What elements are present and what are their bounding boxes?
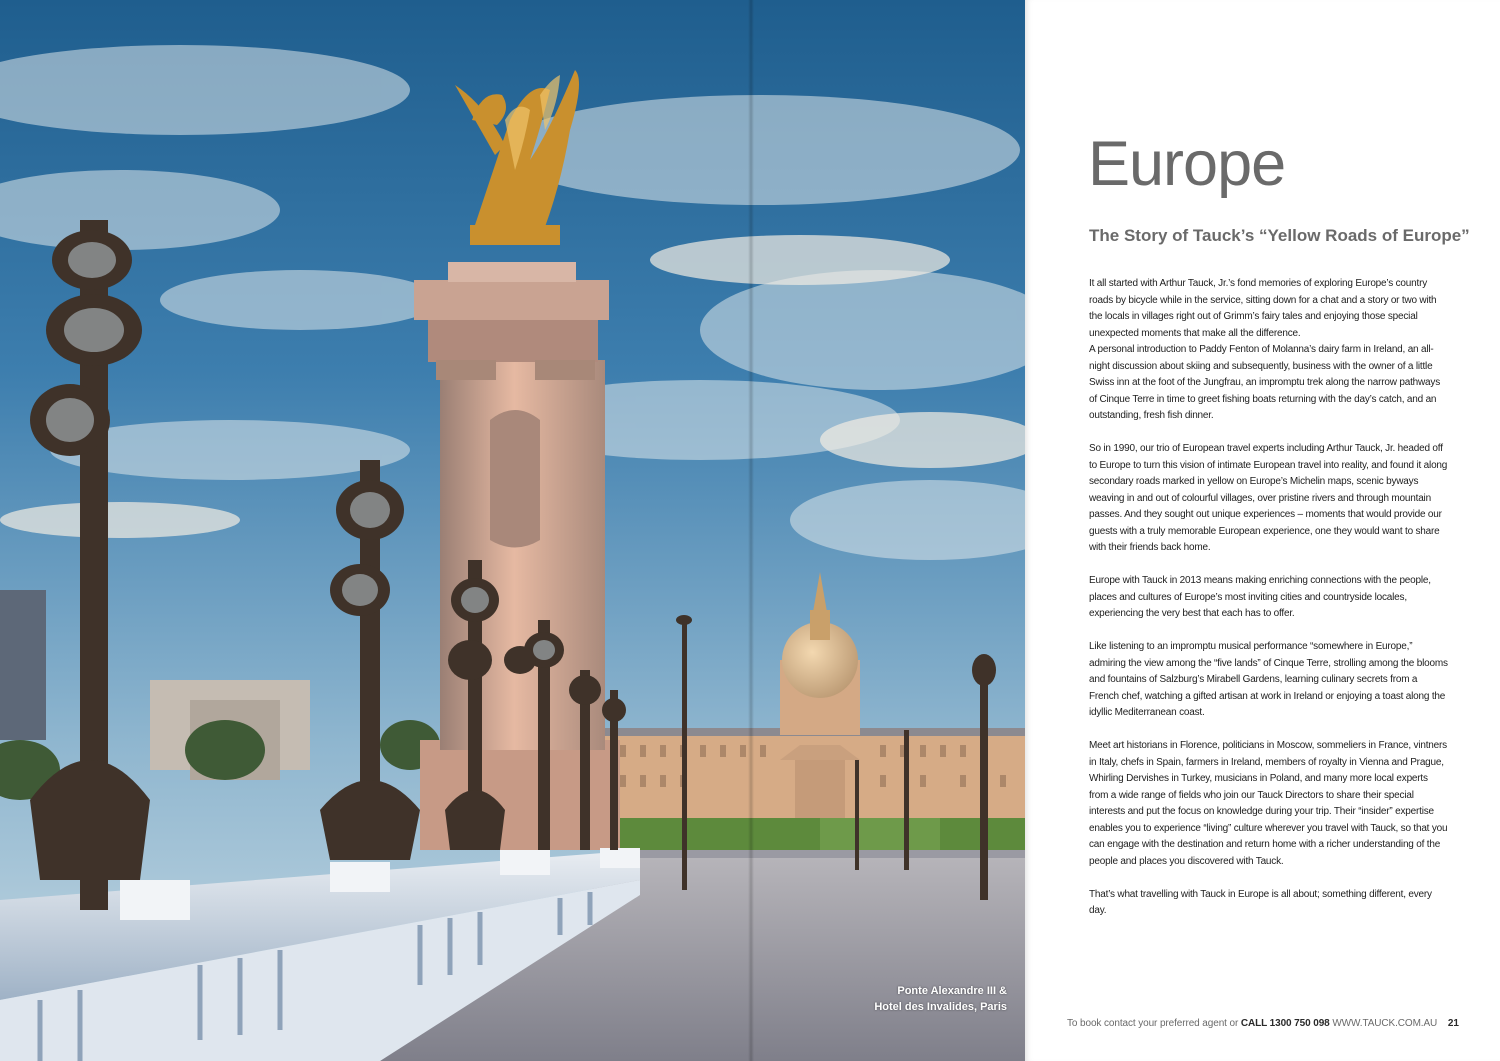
article-paragraph: That’s what travelling with Tauck in Europe is all about; something different, every day. [1089, 888, 1432, 916]
article-paragraph: Europe with Tauck in 2013 means making enriching connections with the people, places and cultures of Europe’s most inviting cities and countryside locales, experiencing the very best that each has to offer. [1089, 575, 1431, 619]
footer-website: WWW.TAUCK.COM.AU [1332, 1018, 1438, 1029]
article-paragraph: It all started with Arthur Tauck, Jr.’s fond memories of exploring Europe’s country roads by bicycle while in the service, sitting down for a chat and a story or two with the locals in villages right out of Grimm’s fairy tales and enjoying those special unexpected moments that make all the difference. [1089, 278, 1437, 339]
footer-booking-text: To book contact your preferred agent or [1067, 1018, 1239, 1029]
page-number: 21 [1447, 1018, 1459, 1029]
page-gutter [748, 0, 754, 1061]
photo-caption [807, 983, 1007, 1015]
caption-line-1: Ponte Alexandre III & [897, 985, 1007, 997]
article-body [1089, 276, 1449, 936]
article-page [1025, 0, 1500, 1061]
caption-line-2: Hotel des Invalides, Paris [874, 1001, 1007, 1013]
article-paragraph: So in 1990, our trio of European travel experts including Arthur Tauck, Jr. headed off to Europe to turn this vision of intimate European travel into reality, and found it along secondary roads marked in yellow on Europe’s Michelin maps, scenic byways weaving in and out of colourful villages, over pristine rivers and through mountain passes. And they sought out unique experiences – moments that would provide our guests with a truly memorable European experience, one they would want to share with their friends back home. [1089, 443, 1448, 553]
article-paragraph: A personal introduction to Paddy Fenton of Molanna’s dairy farm in Ireland, an all-night discussion about skiing and subsequently, business with the owner of a little Swiss inn at the foot of the Jungfrau, an impromptu trek along the narrow pathways of Cinque Terre in time to greet fishing boats returning with the day’s catch, and an outstanding, fresh fish dinner. [1089, 344, 1441, 421]
article-paragraph: Meet art historians in Florence, politicians in Moscow, sommeliers in France, vintners in Italy, chefs in Spain, farmers in Ireland, members of royalty in Vienna and Prague, Whirling Dervishes in Turkey, musicians in Poland, and many more local experts from a wide range of fields who join our Tauck Directors to share their special interests and put the focus on knowledge during your trip. Their “insider” expertise enables you to experience “living” culture wherever you travel with Tauck, so that you can engage with the destination and return home with a richer understanding of the people and places you discovered with Tauck. [1089, 740, 1448, 867]
footer-phone: CALL 1300 750 098 [1240, 1018, 1330, 1029]
page-footer [1067, 1018, 1459, 1029]
article-paragraph: Like listening to an impromptu musical performance “somewhere in Europe,” admiring the view among the “five lands” of Cinque Terre, strolling among the blooms and fountains of Salzburg’s Mirabell Gardens, learning culinary secrets from a French chef, watching a gifted artisan at work in Ireland or enjoying a toast along the idyllic Mediterranean coast. [1089, 641, 1448, 718]
article-title: Europe [1088, 129, 1286, 199]
article-subtitle: The Story of Tauck’s “Yellow Roads of Europe” [1089, 226, 1470, 245]
